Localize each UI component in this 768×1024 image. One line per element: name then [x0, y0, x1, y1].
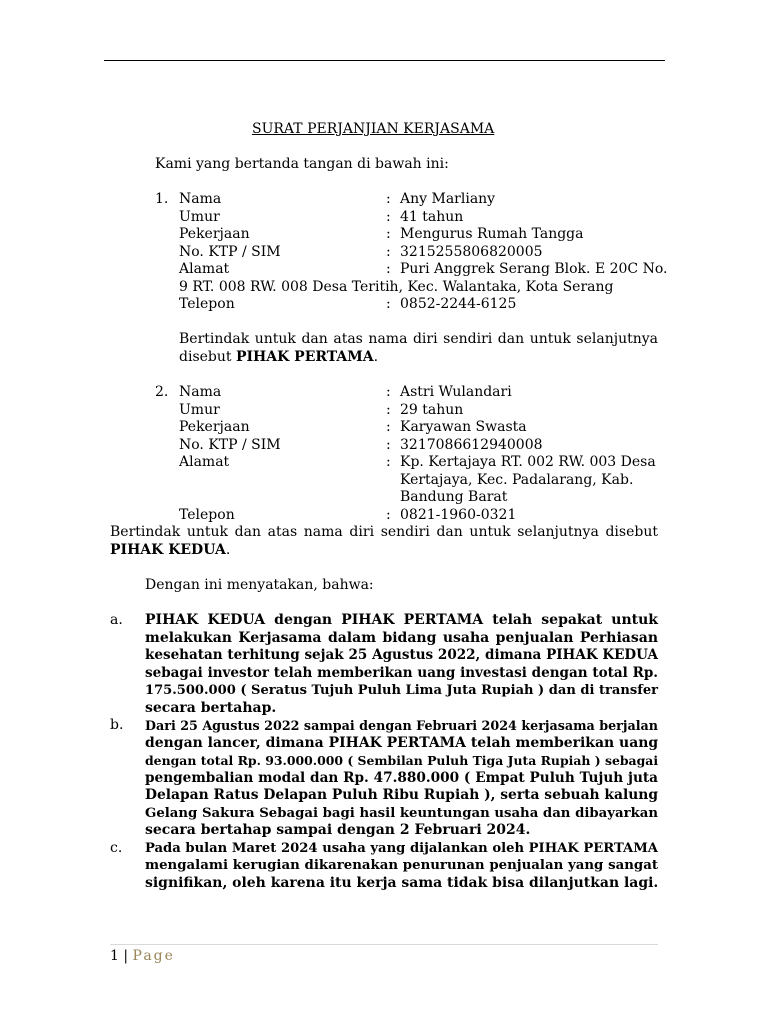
clause-line: dengan lancer, dimana PIHAK PERTAMA telah memberikan uang [145, 734, 659, 751]
colon: : [386, 384, 391, 400]
clause-b [145, 717, 658, 840]
party1-age-label: Umur [179, 208, 220, 225]
colon: : [386, 506, 391, 523]
colon: : [386, 436, 391, 453]
party1-statement-line1: Bertindak untuk dan atas nama diri sendiri dan untuk selanjutnya [179, 331, 658, 347]
party2-age-label: Umur [179, 401, 220, 418]
party1-address-continuation: 9 RT. 008 RW. 008 Desa Teritih, Kec. Walantaka, Kota Serang [179, 278, 614, 295]
party1-statement-line2: disebut PIHAK PERTAMA. [179, 348, 379, 365]
clause-line: secara bertahap sampai dengan 2 Februari 2024. [145, 822, 531, 838]
party1-name-label: Nama [179, 191, 222, 207]
clause-line: PIHAK KEDUA dengan PIHAK PERTAMA telah sepakat untuk [145, 612, 658, 628]
colon: : [386, 419, 391, 435]
clause-c [145, 840, 658, 893]
party2-address-continuation-1: Kertajaya, Kec. Padalarang, Kab. [400, 471, 634, 488]
party1-id-label: No. KTP / SIM [179, 243, 281, 260]
party2-statement-line1: Bertindak untuk dan atas nama diri sendiri dan untuk selanjutnya disebut [110, 524, 658, 540]
footer-rule [110, 944, 658, 945]
document-title: SURAT PERJANJIAN KERJASAMA [252, 121, 495, 137]
clause-c-marker: c. [110, 839, 123, 856]
colon: : [386, 208, 391, 225]
colon: : [386, 243, 391, 260]
page-word: Page [132, 948, 175, 964]
party1-job-label: Pekerjaan [179, 226, 250, 242]
clause-line: Pada bulan Maret 2024 usaha yang dijalankan oleh PIHAK PERTAMA [145, 840, 658, 856]
party2-phone-value: 0821-1960-0321 [400, 506, 517, 523]
clause-line: dengan total Rp. 93.000.000 ( Sembilan Puluh Tiga Juta Rupiah ) sebagai [145, 753, 659, 768]
declaration-text: Dengan ini menyatakan, bahwa: [145, 576, 374, 593]
colon: : [386, 226, 391, 242]
party1-phone-value: 0852-2244-6125 [400, 296, 517, 312]
party2-id-value: 3217086612940008 [400, 436, 543, 453]
colon: : [386, 401, 391, 418]
header-rule [104, 60, 665, 61]
clause-line: secara bertahap. [145, 699, 277, 716]
party2-age-value: 29 tahun [400, 401, 464, 418]
party1-number: 1. [155, 191, 169, 207]
party2-phone-label: Telepon [179, 506, 235, 523]
clause-line: melakukan Kerjasama dalam bidang usaha penjualan Perhiasan [145, 629, 658, 646]
clause-line: signifikan, oleh karena itu kerja sama tidak bisa dilanjutkan lagi. [145, 874, 659, 891]
party1-name-value: Any Marliany [400, 191, 496, 207]
clause-a-marker: a. [110, 612, 123, 628]
party2-address-value: Kp. Kertajaya RT. 002 RW. 003 Desa [400, 454, 656, 470]
colon: : [386, 454, 391, 470]
page-number: 1 [110, 948, 119, 964]
party2-job-label: Pekerjaan [179, 419, 250, 435]
clause-line: pengembalian modal dan Rp. 47.880.000 ( Empat Puluh Tujuh juta [145, 769, 658, 786]
footer-separator: | [118, 948, 133, 964]
clause-a [145, 612, 658, 717]
party2-job-value: Karyawan Swasta [400, 419, 527, 435]
colon: : [386, 296, 391, 312]
party2-name-label: Nama [179, 384, 222, 400]
clause-line: Delapan Ratus Delapan Puluh Ribu Rupiah ), serta sebuah kalung [145, 787, 658, 803]
clause-line: 175.500.000 ( Seratus Tujuh Puluh Lima Juta Rupiah ) dan di transfer [145, 683, 658, 698]
colon: : [386, 191, 391, 207]
party2-name-value: Astri Wulandari [400, 384, 512, 400]
party2-address-label: Alamat [179, 454, 230, 470]
party2-statement-line2: PIHAK KEDUA. [110, 541, 231, 558]
clause-line: Gelang Sakura Sebagai bagi hasil keuntungan usaha dan dibayarkan [145, 805, 658, 821]
clause-line: Dari 25 Agustus 2022 sampai dengan Februari 2024 kerjasama berjalan [145, 718, 658, 733]
party1-address-value: Puri Anggrek Serang Blok. E 20C No. [400, 261, 668, 277]
intro-text: Kami yang bertanda tangan di bawah ini: [155, 156, 449, 172]
party1-role: PIHAK PERTAMA [235, 348, 374, 365]
party1-address-label: Alamat [179, 261, 230, 277]
party1-id-value: 3215255806820005 [400, 243, 543, 260]
colon: : [386, 261, 391, 277]
clause-line: mengalami kerugian dikarenakan penurunan penjualan yang sangat [145, 857, 658, 873]
page-footer [110, 948, 175, 966]
party2-address-continuation-2: Bandung Barat [400, 489, 508, 505]
clause-line: sebagai investor telah memberikan uang investasi dengan total Rp. [145, 664, 658, 681]
party1-age-value: 41 tahun [400, 208, 464, 225]
clause-b-marker: b. [110, 717, 124, 733]
clause-line: kesehatan terhitung sejak 25 Agustus 2022, dimana PIHAK KEDUA [145, 647, 658, 663]
party2-role: PIHAK KEDUA [110, 541, 226, 558]
party2-number: 2. [155, 384, 169, 400]
party2-id-label: No. KTP / SIM [179, 436, 281, 453]
party1-phone-label: Telepon [179, 296, 235, 312]
party1-job-value: Mengurus Rumah Tangga [400, 226, 584, 242]
